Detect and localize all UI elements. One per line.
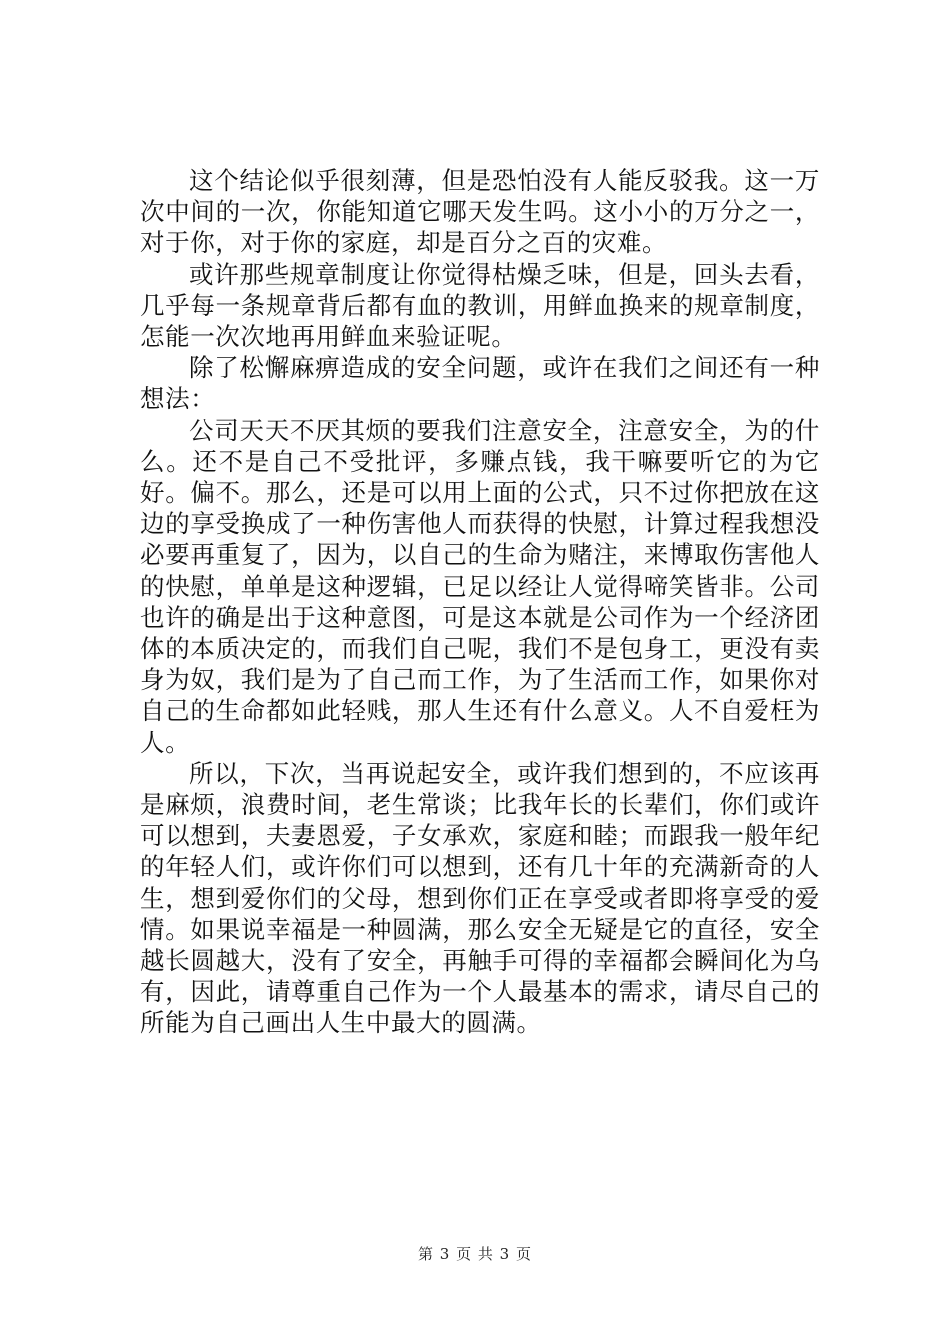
- paragraph: 除了松懈麻痹造成的安全问题，或许在我们之间还有一种想法：: [140, 353, 820, 414]
- body-text: [140, 165, 820, 1039]
- paragraph: 这个结论似乎很刻薄，但是恐怕没有人能反驳我。这一万次中间的一次，你能知道它哪天发生吗。这小小的万分之一，对于你，对于你的家庭，却是百分之百的灾难。: [140, 166, 820, 258]
- paragraph: 或许那些规章制度让你觉得枯燥乏味，但是，回头去看，几乎每一条规章背后都有血的教训，用鲜血换来的规章制度，怎能一次次地再用鲜血来验证呢。: [140, 259, 820, 352]
- page-footer: 第 3 页 共 3 页: [418, 1245, 532, 1263]
- paragraph: 所以，下次，当再说起安全，或许我们想到的，不应该再是麻烦，浪费时间，老生常谈；比我年长的长辈们，你们或许可以想到，夫妻恩爱，子女承欢，家庭和睦；而跟我一般年纪的年轻人们，或许你们可以想到，还有几十年的充满新奇的人生，想到爱你们的父母，想到你们正在享受或者即将享受的爱情。如果说幸福是一种圆满，那么安全无疑是它的直径，安全越长圆越大，没有了安全，再触手可得的幸福都会瞬间化为乌有，因此，请尊重自己作为一个人最基本的需求，请尽自己的所能为自己画出人生中最大的圆满。: [140, 758, 820, 1038]
- paragraph: 公司天天不厌其烦的要我们注意安全，注意安全，为的什么。还不是自己不受批评，多赚点钱，我干嘛要听它的为它好。偏不。那么，还是可以用上面的公式，只不过你把放在这边的享受换成了一种伤害他人而获得的快慰，计算过程我想没必要再重复了，因为，以自己的生命为赌注，来博取伤害他人的快慰，单单是这种逻辑，已足以经让人觉得啼笑皆非。公司也许的确是出于这种意图，可是这本就是公司作为一个经济团体的本质决定的，而我们自己呢，我们不是包身工，更没有卖身为奴，我们是为了自己而工作，为了生活而工作，如果你对自己的生命都如此轻贱，那人生还有什么意义。人不自爱枉为人。: [140, 415, 820, 757]
